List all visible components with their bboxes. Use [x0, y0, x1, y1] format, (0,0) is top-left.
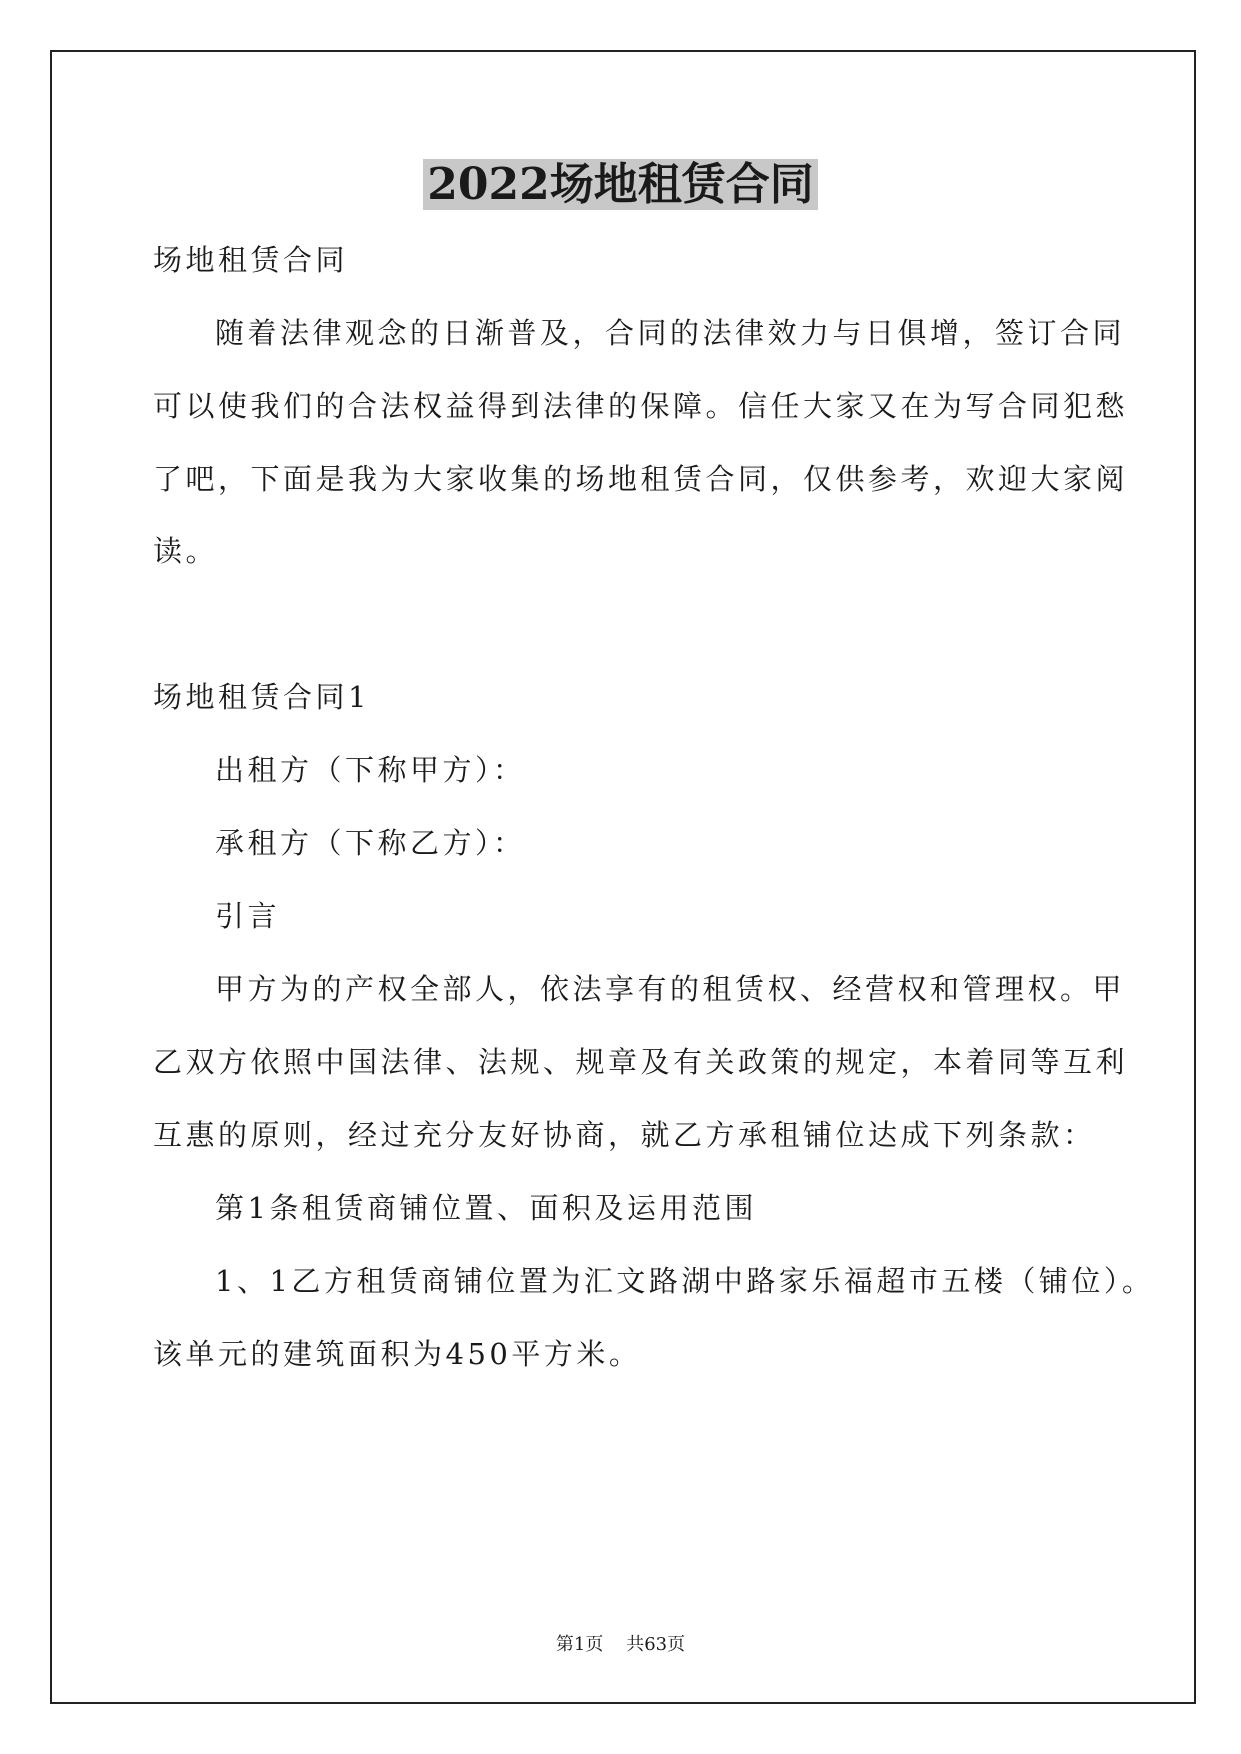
paragraph-line: 出租方（下称甲方）：: [215, 753, 526, 787]
paragraph-line: 甲方为的产权全部人，依法享有的租赁权、经营权和管理权。甲: [215, 972, 1126, 1006]
paragraph-line: 引言: [215, 899, 281, 933]
section-heading: 场地租赁合同: [153, 243, 349, 277]
paragraph-line: 了吧，下面是我为大家收集的场地租赁合同，仅供参考，欢迎大家阅: [153, 462, 1129, 496]
paragraph-line: 可以使我们的合法权益得到法律的保障。信任大家又在为写合同犯愁: [153, 389, 1129, 423]
document-title: [0, 155, 1241, 215]
paragraph-line: 互惠的原则，经过充分友好协商，就乙方承租铺位达成下列条款：: [153, 1118, 1096, 1152]
paragraph-line: 1、1乙方租赁商铺位置为汇文路湖中路家乐福超市五楼（铺位）。: [215, 1264, 1155, 1298]
page-number-footer: 第1页 共63页: [555, 1634, 686, 1655]
section-heading: 场地租赁合同1: [153, 680, 370, 714]
page-border: [50, 50, 1196, 1704]
paragraph-line: 读。: [153, 534, 219, 568]
paragraph-line: 承租方（下称乙方）：: [215, 826, 526, 860]
paragraph-line: 乙双方依照中国法律、法规、规章及有关政策的规定，本着同等互利: [153, 1045, 1129, 1079]
document-title-text: 2022场地租赁合同: [423, 159, 817, 210]
paragraph-line: 随着法律观念的日渐普及，合同的法律效力与日俱增，签订合同: [215, 316, 1126, 350]
paragraph-line: 第1条租赁商铺位置、面积及运用范围: [215, 1191, 757, 1225]
paragraph-line: 该单元的建筑面积为450平方米。: [153, 1337, 642, 1371]
